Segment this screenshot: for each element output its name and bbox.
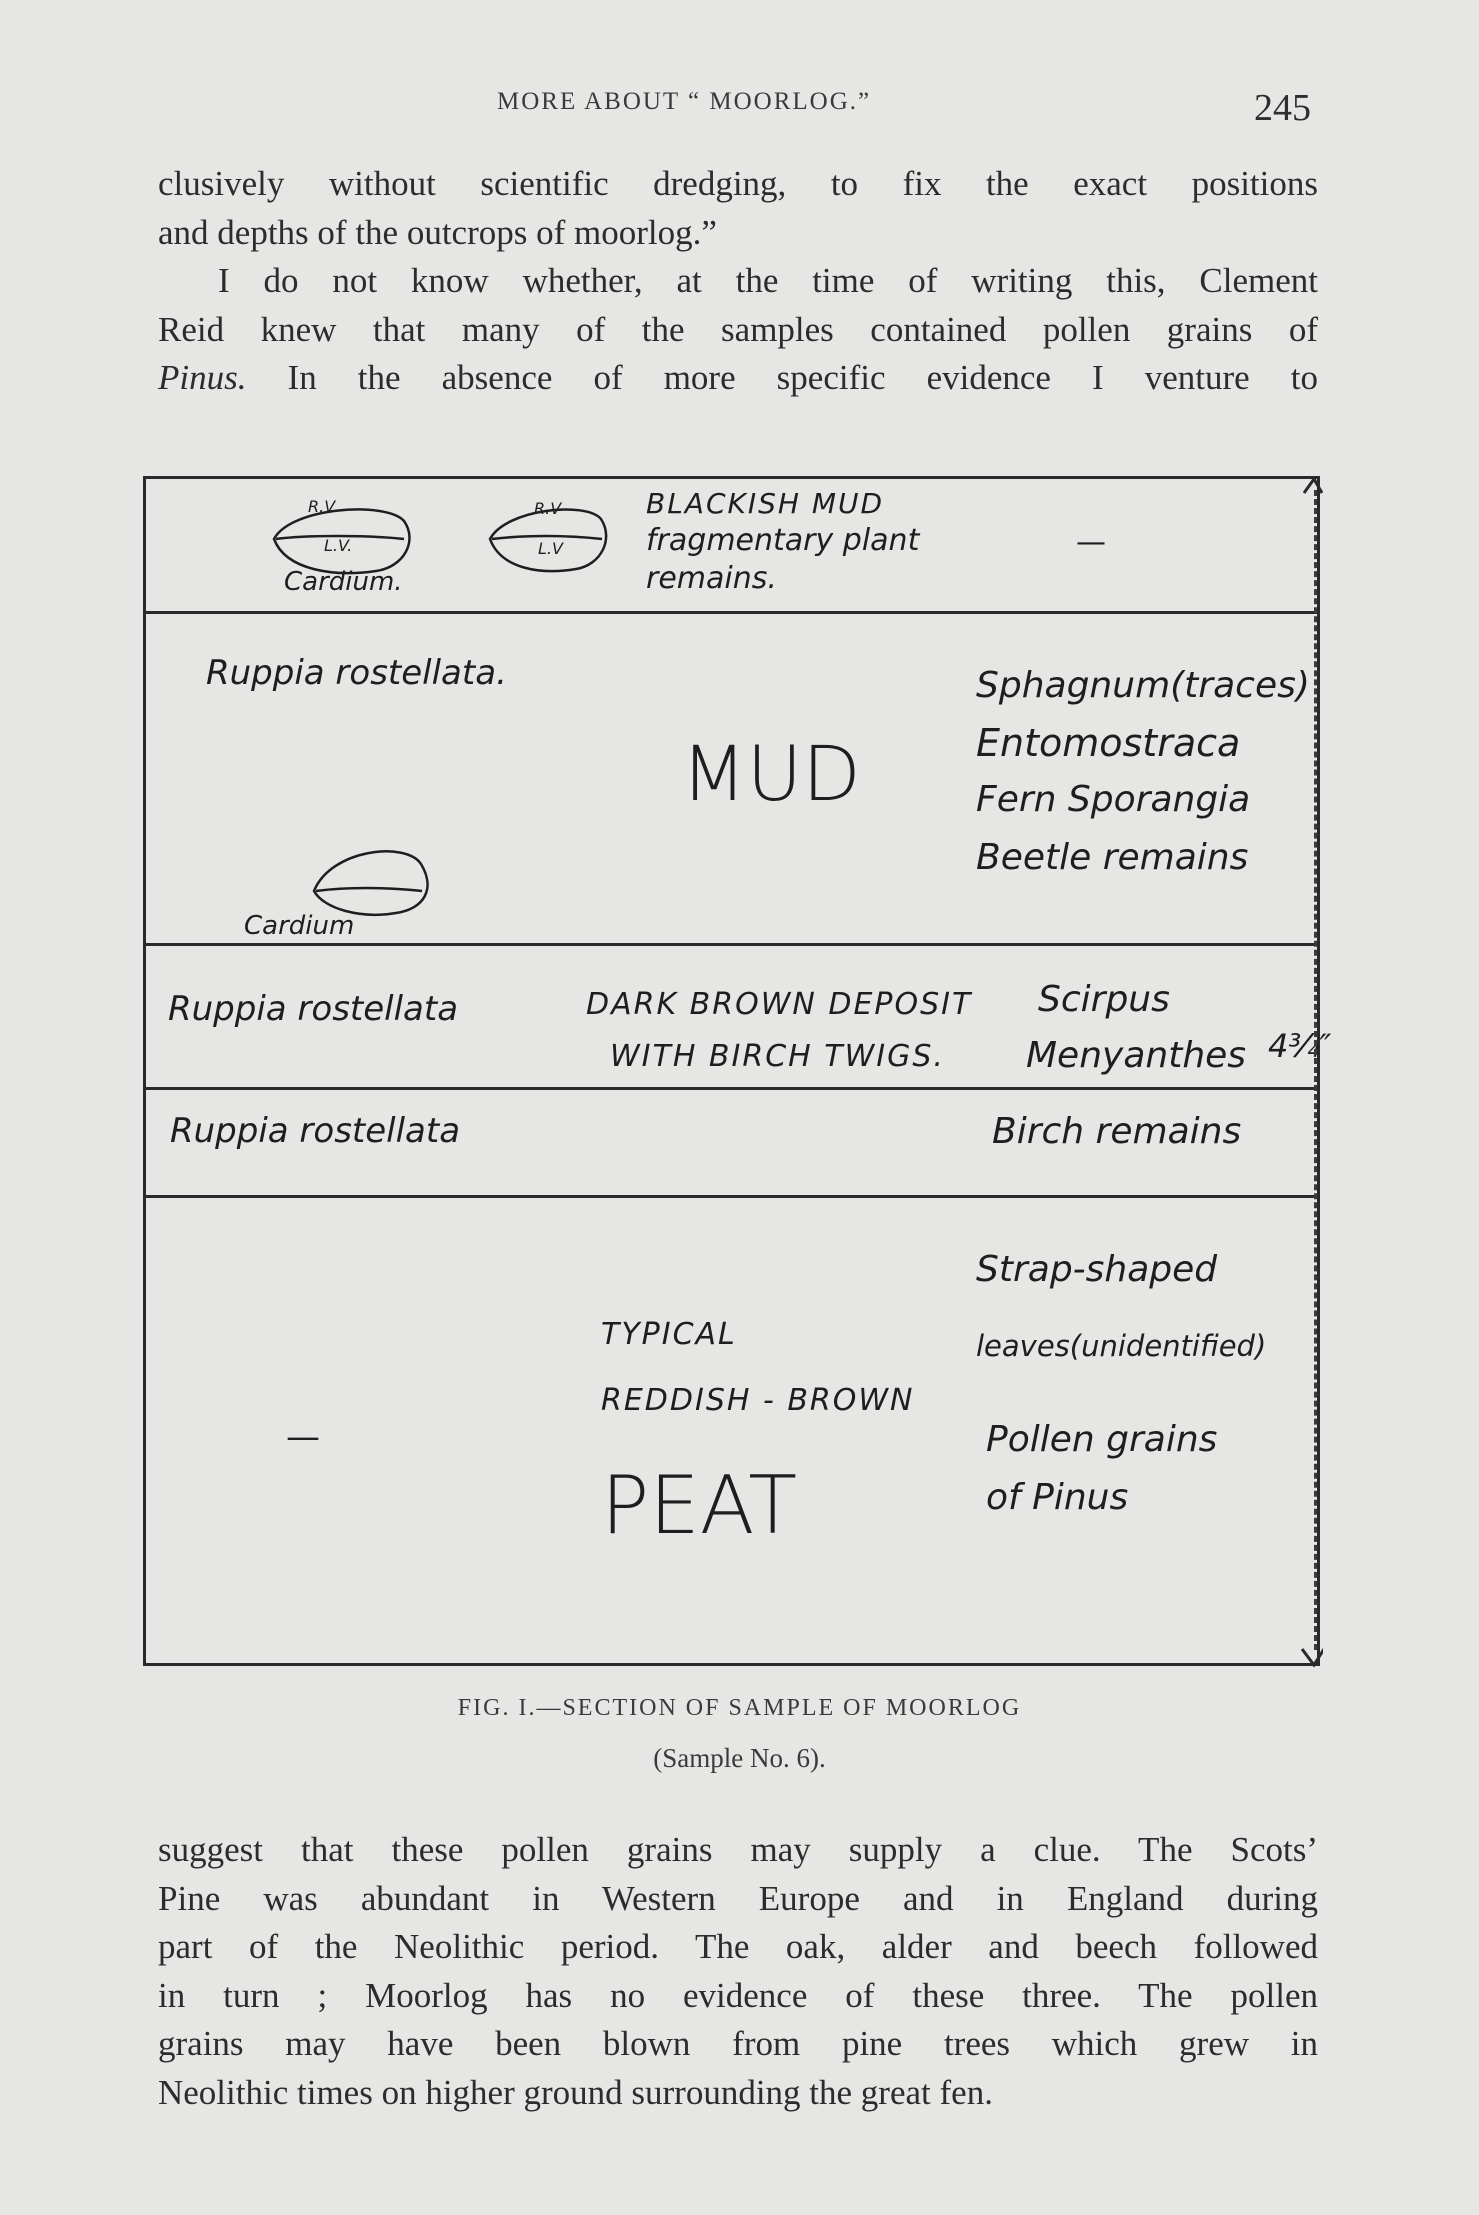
cardium-shell-icon (314, 851, 428, 914)
layer2-right-item: Sphagnum(traces) (976, 665, 1310, 706)
running-head: MORE ABOUT “ MOORLOG.” (497, 88, 872, 115)
layer5-right-item: leaves(unidentified) (976, 1329, 1267, 1363)
figure-caption-sub: (Sample No. 6). (653, 1743, 826, 1773)
layer5-center-line: TYPICAL (601, 1317, 737, 1352)
text-line: Reid knew that many of the samples contained pollen grains of (158, 309, 1318, 349)
text-line: I do not know whether, at the time of writing this, Clement (218, 261, 1318, 300)
layer1-desc-line: BLACKISH MUD (646, 487, 885, 520)
text-line: part of the Neolithic period. The oak, alder and beech followed (158, 1927, 1318, 1966)
text-line: grains may have been blown from pine trees which grew in (158, 2024, 1318, 2063)
layer5-right-item: Strap-shaped (976, 1249, 1218, 1290)
layer5-right-item: Pollen grains (986, 1419, 1218, 1460)
layer3-left-species: Ruppia rostellata (168, 989, 459, 1029)
layer1-desc-line: remains. (646, 561, 777, 596)
text-line: in turn ; Moorlog has no evidence of these three. The pollen (158, 1975, 1318, 2015)
shell-label-rv: R.V (534, 499, 562, 518)
layer4-right-item: Birch remains (992, 1111, 1242, 1152)
text-line: Pine was abundant in Western Europe and in England during (158, 1878, 1318, 1918)
depth-scale-line (1314, 490, 1317, 1650)
layer2-left-species: Ruppia rostellata. (206, 653, 507, 693)
cardium-label: Cardium (244, 911, 355, 941)
layer1-desc-line: fragmentary plant (646, 523, 920, 558)
layer4-left-species: Ruppia rostellata (170, 1111, 461, 1151)
shell-label-lv: L.V. (324, 536, 353, 555)
layer3-right-item: Menyanthes (1026, 1035, 1247, 1076)
layer2-right-item: Beetle remains (976, 837, 1249, 878)
layer5-center-line: REDDISH - BROWN (601, 1383, 915, 1418)
layer3-center-line: WITH BIRCH TWIGS. (610, 1039, 945, 1074)
text-fragment: In the absence of more specific evidence I venture to (246, 358, 1318, 397)
page-number: 245 (1254, 87, 1311, 129)
thickness-measure: 4¾″ (1268, 1027, 1332, 1065)
text-line: suggest that these pollen grains may supply a clue. The Scots’ (158, 1830, 1318, 1869)
text-line: and depths of the outcrops of moorlog.” (158, 212, 717, 252)
layer2-right-item: Entomostraca (976, 721, 1241, 765)
layer3-right-item: Scirpus (1038, 979, 1170, 1020)
text-line (158, 354, 1318, 403)
layer5-dash: — (286, 1417, 320, 1457)
layer5-peat-label: PEAT (601, 1459, 798, 1552)
shell-label-lv: L.V (538, 539, 563, 558)
section-diagram (143, 476, 1332, 1666)
paragraph-bottom (158, 1826, 1318, 2117)
arrow-down-icon (1302, 1649, 1323, 1665)
paragraph-top (158, 160, 1318, 403)
shell-label-rv: R.V. (308, 497, 339, 516)
cardium-label: Cardium. (284, 567, 403, 597)
layer3-center-line: DARK BROWN DEPOSIT (586, 987, 973, 1022)
layer1-dash: — (1076, 525, 1106, 560)
layer2-right-item: Fern Sporangia (976, 779, 1251, 820)
text-line: Neolithic times on higher ground surrounding the great fen. (158, 2072, 993, 2112)
layer5-right-item: of Pinus (986, 1477, 1129, 1518)
genus-name: Pinus. (158, 358, 247, 397)
arrow-up-icon (1304, 479, 1322, 493)
layer2-center-label: MUD (681, 729, 861, 818)
figure-caption: FIG. I.—SECTION OF SAMPLE OF MOORLOG (457, 1695, 1022, 1721)
text-line: clusively without scientific dredging, to fix the exact positions (158, 164, 1318, 203)
